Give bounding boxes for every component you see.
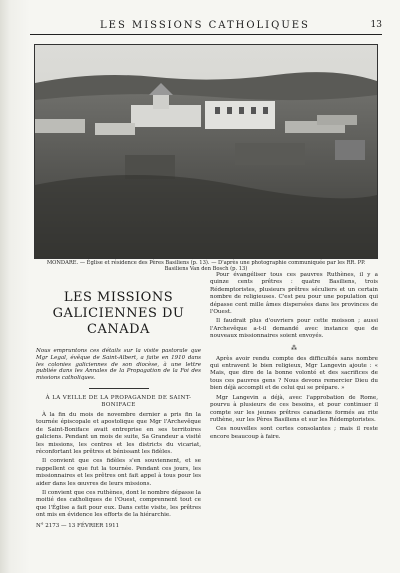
paragraph: Ces nouvelles sont certes consolantes ; mais il reste encore beaucoup à faire. — [210, 426, 378, 440]
divider — [89, 388, 149, 389]
paragraph: Il convient que ces ruthènes, dont le nombre dépasse la moitié des catholiques de l'Ouest, comprennent tout ce que l'Église a fait pour eux. Dans cette visite, les prêtres ont mis en évidence les efforts de la hiérarchie. — [36, 490, 201, 519]
paragraph: À la fin du mois de novembre dernier a pris fin la tournée épiscopale et apostolique que Mgr l'Archevêque de Saint-Boniface avait entreprise en ses territoires galiciens. Pendant un mois de suite, Sa Grandeur a visité les missions, les centres et les districts du vicariat, réconfortant les prêtres et bénissant les fidèles. — [36, 411, 201, 456]
paragraph: Mgr Langevin a déjà, avec l'approbation de Rome, pourvu à plusieurs de ces besoins, et pour continuer il compte sur les jeunes prêtres canadiens formés au rite ruthène, sur les Pères Basiliens et sur les Rédemptoristes. — [210, 394, 378, 423]
journal-title: LES MISSIONS CATHOLIQUES — [100, 20, 310, 31]
section-ornament: ⁂ — [291, 344, 297, 352]
photo-caption: MONDARE. — Église et résidence des Pères Basiliens (p. 13). — D'après une photographie communiquée par les RR. PP. Basiliens Van den Bosch (p. 13) — [46, 260, 366, 273]
paragraph: Pour évangéliser tous ces pauvres Ruthènes, il y a quinze cents prêtres : quatre Basiliens, trois Rédemptoristes, plusieurs prêtres séculiers et un certain nombre de religieuses. C'est peu pour une population qui dépasse cent mille âmes dispersées dans les provinces de l'Ouest. — [210, 272, 378, 316]
paragraph: Il faudrait plus d'ouvriers pour cette moisson ; aussi l'Archevêque a-t-il demandé avec instance que de nouveaux missionnaires soient envoyés. — [210, 318, 378, 340]
page-number: 13 — [370, 20, 382, 30]
paragraph: Après avoir rendu compte des difficultés sans nombre qui entravent le bien religieux, Mgr Langevin ajoute : « Mais, que dire de la bonne volonté et des sacrifices de tous ces pauvres gens ? Nous devons remercier Dieu du bien déjà accompli et de celui qui se prépare. » — [210, 355, 378, 392]
article-intro: Nous empruntons ces détails sur la visite pastorale que Mgr Legal, évêque de Saint-Albert, a faite en 1910 dans les colonies galiciennes de son diocèse, à une lettre publiée dans les Annales de la Propagation de la Foi des missions catholiques. — [36, 348, 201, 382]
issue-footer: N° 2173 — 13 FÉVRIER 1911 — [36, 522, 120, 529]
section-heading: À LA VEILLE DE LA PROPAGANDE DE SAINT-BONIFACE — [45, 394, 192, 408]
right-column — [210, 272, 378, 562]
left-column — [36, 272, 201, 562]
running-header — [30, 20, 382, 35]
paragraph: Il convient que ces fidèles s'en souviennent, et se rappellent ce que fut la tournée. Pendant ces jours, les missionnaires et les prêtres ont fait appel à tous pour les aider dans les œuvres de leurs missions. — [36, 458, 201, 487]
article-title: LES MISSIONS GALICIENNES DU CANADA — [52, 290, 185, 337]
photo-illustration — [35, 45, 377, 258]
mission-photograph — [34, 44, 378, 259]
